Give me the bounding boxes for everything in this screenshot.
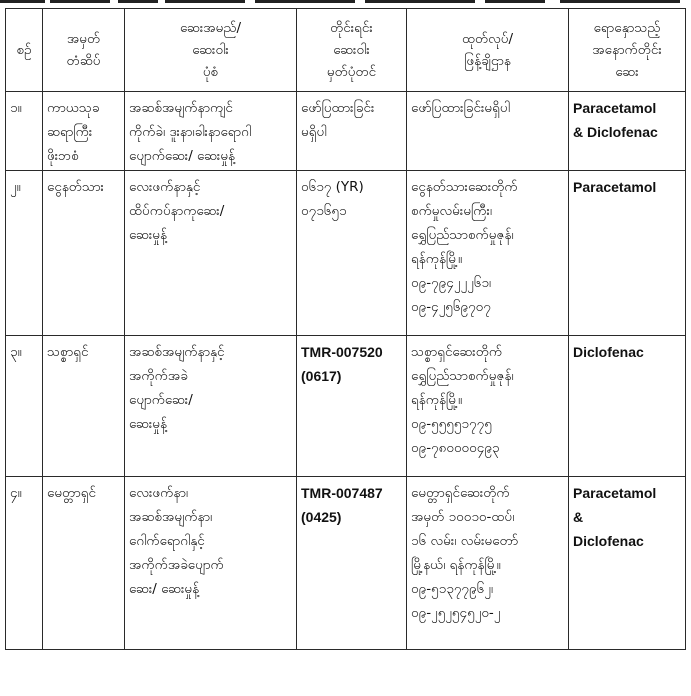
cell-name-form-line: အကိုက်အခဲပျောက် [129, 557, 224, 573]
cell-manufacturer-line: ဖော်ပြထားခြင်းမရှိပါ [411, 100, 510, 116]
cell-registration-line: ၀၆၁၇ (YR) [301, 179, 364, 195]
cell-manufacturer [407, 336, 569, 477]
cell-manufacturer [407, 171, 569, 336]
cell-brand-line: သစ္စာရှင် [47, 344, 89, 360]
cell-registration-line: ဖော်ပြထားခြင်း [301, 100, 375, 116]
cell-western-drug [569, 171, 686, 336]
cell-name-form-line: လေးဖက်နာ၊ [129, 485, 189, 501]
cell-name-form-line: အဆစ်အမျက်နာကျင် [129, 100, 233, 116]
cell-registration-line: (0617) [301, 368, 342, 384]
cell-name-form-line: ဆေးမှုန့် [129, 416, 167, 432]
header-name-form [125, 9, 297, 92]
cell-brand-line: ဖိုးဘစံ [47, 148, 79, 164]
cell-name-form-line: ပျောက်ဆေး/ ဆေးမှုန့် [129, 148, 236, 164]
header-line: တံဆိပ် [66, 53, 101, 69]
cell-manufacturer-line: သစ္စာရှင်ဆေးတိုက် [411, 344, 503, 360]
header-line: ရောနှောသည့် [593, 20, 661, 36]
cell-manufacturer-line: ရွှေပြည်သာစက်မှုဇုန်၊ [411, 368, 514, 384]
cell-brand-line: ဆရာကြီး [47, 124, 93, 140]
header-brand [43, 9, 125, 92]
cell-name-form-line: ပျောက်ဆေး/ [129, 392, 193, 408]
header-line: စဉ် [16, 42, 32, 58]
cell-brand-line: ငွေနတ်သား [47, 179, 104, 195]
cell-manufacturer-line: ၀၉-၄၂၅၆၉၇၀၇ [411, 299, 491, 315]
cell-name-form [125, 92, 297, 171]
cell-registration [297, 92, 407, 171]
header-line: အနောက်တိုင်း [592, 42, 662, 58]
cell-no-line: ၄။ [10, 485, 22, 501]
cell-name-form-line: လေးဖက်နာနှင့် [129, 179, 201, 195]
cell-name-form [125, 171, 297, 336]
cell-western-drug-line: & [573, 509, 584, 525]
cell-name-form [125, 477, 297, 650]
cell-no-line: ၃။ [10, 344, 22, 360]
cell-manufacturer-line: မြို့နယ်၊ ရန်ကုန်မြို့။ [411, 557, 501, 573]
cell-manufacturer-line: ၀၉-၅၁၃၇၇၉၆၂၊ [411, 581, 493, 597]
header-row [6, 9, 686, 92]
cell-manufacturer-line: ၁၆ လမ်း၊ လမ်းမတော် [411, 533, 519, 549]
cell-manufacturer-line: ငွေနတ်သားဆေးတိုက် [411, 179, 518, 195]
header-manufacturer [407, 9, 569, 92]
cell-name-form-line: ကိုက်ခဲ၊ ဒူးနာ၊ခါးနာရောဂါ [129, 124, 252, 140]
cell-western-drug-line: Diclofenac [573, 533, 644, 549]
header-line: ဆေးဝါး [333, 42, 370, 58]
cell-no [6, 92, 43, 171]
cell-manufacturer-line: မေတ္တာရှင်ဆေးတိုက် [411, 485, 510, 501]
cell-no-line: ၂။ [10, 179, 21, 195]
cell-name-form [125, 336, 297, 477]
header-line: တိုင်းရင်း [330, 20, 373, 36]
cell-manufacturer [407, 92, 569, 171]
cell-name-form-line: အကိုက်အခဲ [129, 368, 188, 384]
cell-registration-line: TMR-007487 [301, 485, 383, 501]
cell-manufacturer-line: ရန်ကုန်မြို့။ [411, 392, 463, 408]
cell-brand [43, 92, 125, 171]
header-line: ဆေးဝါး [192, 42, 229, 58]
cell-registration [297, 336, 407, 477]
cell-manufacturer-line: ၀၉-၇၉၄၂၂၂၆၁၊ [411, 275, 492, 291]
cell-western-drug-line: Paracetamol [573, 179, 657, 195]
cell-manufacturer-line: ၀၉-၅၅၅၅၁၇၇၅ [411, 416, 492, 432]
cell-registration-line: ၀၇၁၆၅၁ [301, 203, 347, 219]
cell-manufacturer [407, 477, 569, 650]
drug-table [5, 8, 686, 650]
header-registration [297, 9, 407, 92]
cell-brand-line: မေတ္တာရှင် [47, 485, 96, 501]
header-line: အမှတ် [66, 31, 101, 47]
header-line: မှတ်ပုံတင် [326, 64, 377, 80]
cell-manufacturer-line: ရန်ကုန်မြို့။ [411, 251, 463, 267]
header-line: ထုတ်လုပ်/ [461, 31, 514, 47]
cell-name-form-line: ထိပ်ကပ်နာကုဆေး/ [129, 203, 225, 219]
cell-brand [43, 477, 125, 650]
cell-registration-line: မရှိပါ [301, 124, 327, 140]
cell-name-form-line: အဆစ်အမျက်နာနှင့် [129, 344, 225, 360]
cell-manufacturer-line: စက်မှုလမ်းမကြီး၊ [411, 203, 493, 219]
cell-name-form-line: ဂေါက်ရောဂါနှင့် [129, 533, 205, 549]
top-cut-line [0, 0, 691, 6]
cell-no [6, 477, 43, 650]
cell-name-form-line: ဆေး/ ဆေးမှုန့် [129, 581, 200, 597]
header-line: ဆေး [615, 64, 639, 80]
cell-no [6, 336, 43, 477]
cell-name-form-line: အဆစ်အမျက်နာ၊ [129, 509, 213, 525]
header-line: ဖြန့်ချိဌာန [464, 53, 511, 69]
cell-registration [297, 477, 407, 650]
cell-brand-line: ကာယသုခ [47, 100, 100, 116]
cell-brand [43, 171, 125, 336]
header-line: ပုံစံ [202, 64, 219, 80]
cell-western-drug [569, 477, 686, 650]
cell-registration-line: (0425) [301, 509, 342, 525]
cell-manufacturer-line: အမှတ် ၁၀၀၁၀-ထပ်၊ [411, 509, 515, 525]
header-western-drug [569, 9, 686, 92]
cell-western-drug-line: Paracetamol [573, 100, 657, 116]
cell-manufacturer-line: ရွှေပြည်သာစက်မှုဇုန်၊ [411, 227, 514, 243]
cell-western-drug-line: & Diclofenac [573, 124, 658, 140]
table-row [6, 92, 686, 171]
cell-manufacturer-line: ၀၉-၂၅၂၅၄၅၂၀-၂ [411, 605, 501, 621]
cell-name-form-line: ဆေးမှုန့် [129, 227, 167, 243]
cell-no-line: ၁။ [10, 100, 22, 116]
cell-western-drug [569, 92, 686, 171]
cell-western-drug-line: Diclofenac [573, 344, 644, 360]
cell-manufacturer-line: ၀၉-၇၈၀၀၀၀၄၉၃ [411, 440, 500, 456]
header-no [6, 9, 43, 92]
cell-western-drug-line: Paracetamol [573, 485, 657, 501]
table-row [6, 477, 686, 650]
header-line: ဆေးအမည်/ [180, 20, 241, 36]
cell-brand [43, 336, 125, 477]
cell-western-drug [569, 336, 686, 477]
table-row [6, 171, 686, 336]
cell-registration-line: TMR-007520 [301, 344, 383, 360]
table-row [6, 336, 686, 477]
cell-registration [297, 171, 407, 336]
cell-no [6, 171, 43, 336]
